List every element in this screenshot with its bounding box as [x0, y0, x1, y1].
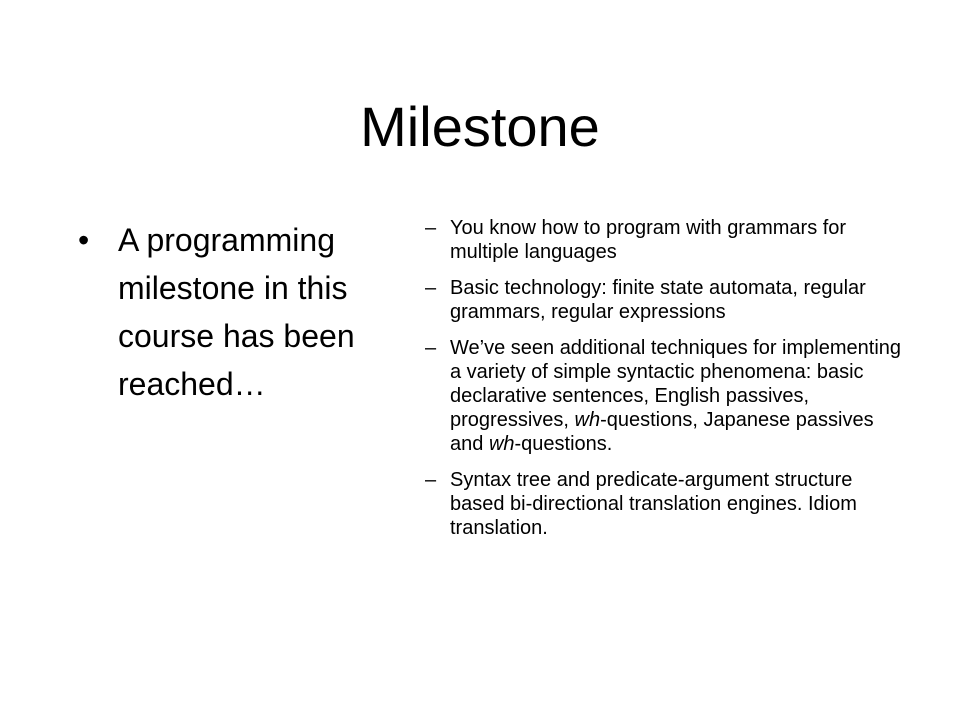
sub-bullet-list: [425, 216, 905, 552]
bullet-marker: •: [78, 222, 90, 258]
text-segment: -questions, Japanese passives and: [450, 409, 874, 455]
sub-bullet-text: Syntax tree and predicate-argument structure based bi-directional translation engines. Idiom translation.: [450, 469, 857, 539]
sub-bullet-item: [425, 336, 905, 456]
text-segment: -questions.: [514, 433, 613, 455]
main-bullet-text: A programming milestone in this course has been reached…: [118, 222, 355, 402]
dash-marker: –: [425, 337, 437, 359]
sub-bullet-item: [425, 468, 905, 540]
sub-bullet-item: [425, 216, 905, 264]
dash-marker: –: [425, 217, 437, 239]
slide-title: Milestone: [360, 95, 600, 158]
italic-segment: wh: [488, 433, 515, 455]
sub-bullet-text: Basic technology: finite state automata, regular grammars, regular expressions: [450, 277, 866, 323]
sub-bullet-text: [450, 337, 901, 455]
sub-bullet-item: [425, 276, 905, 324]
text-segment: We’ve seen additional techniques for implementing a variety of simple syntactic phenomena: basic declarative sentences, English passives, progressives,: [450, 337, 902, 431]
sub-bullet-text: You know how to program with grammars for multiple languages: [450, 217, 847, 263]
dash-marker: –: [425, 277, 437, 299]
dash-marker: –: [425, 469, 437, 491]
italic-segment: wh: [574, 409, 601, 431]
